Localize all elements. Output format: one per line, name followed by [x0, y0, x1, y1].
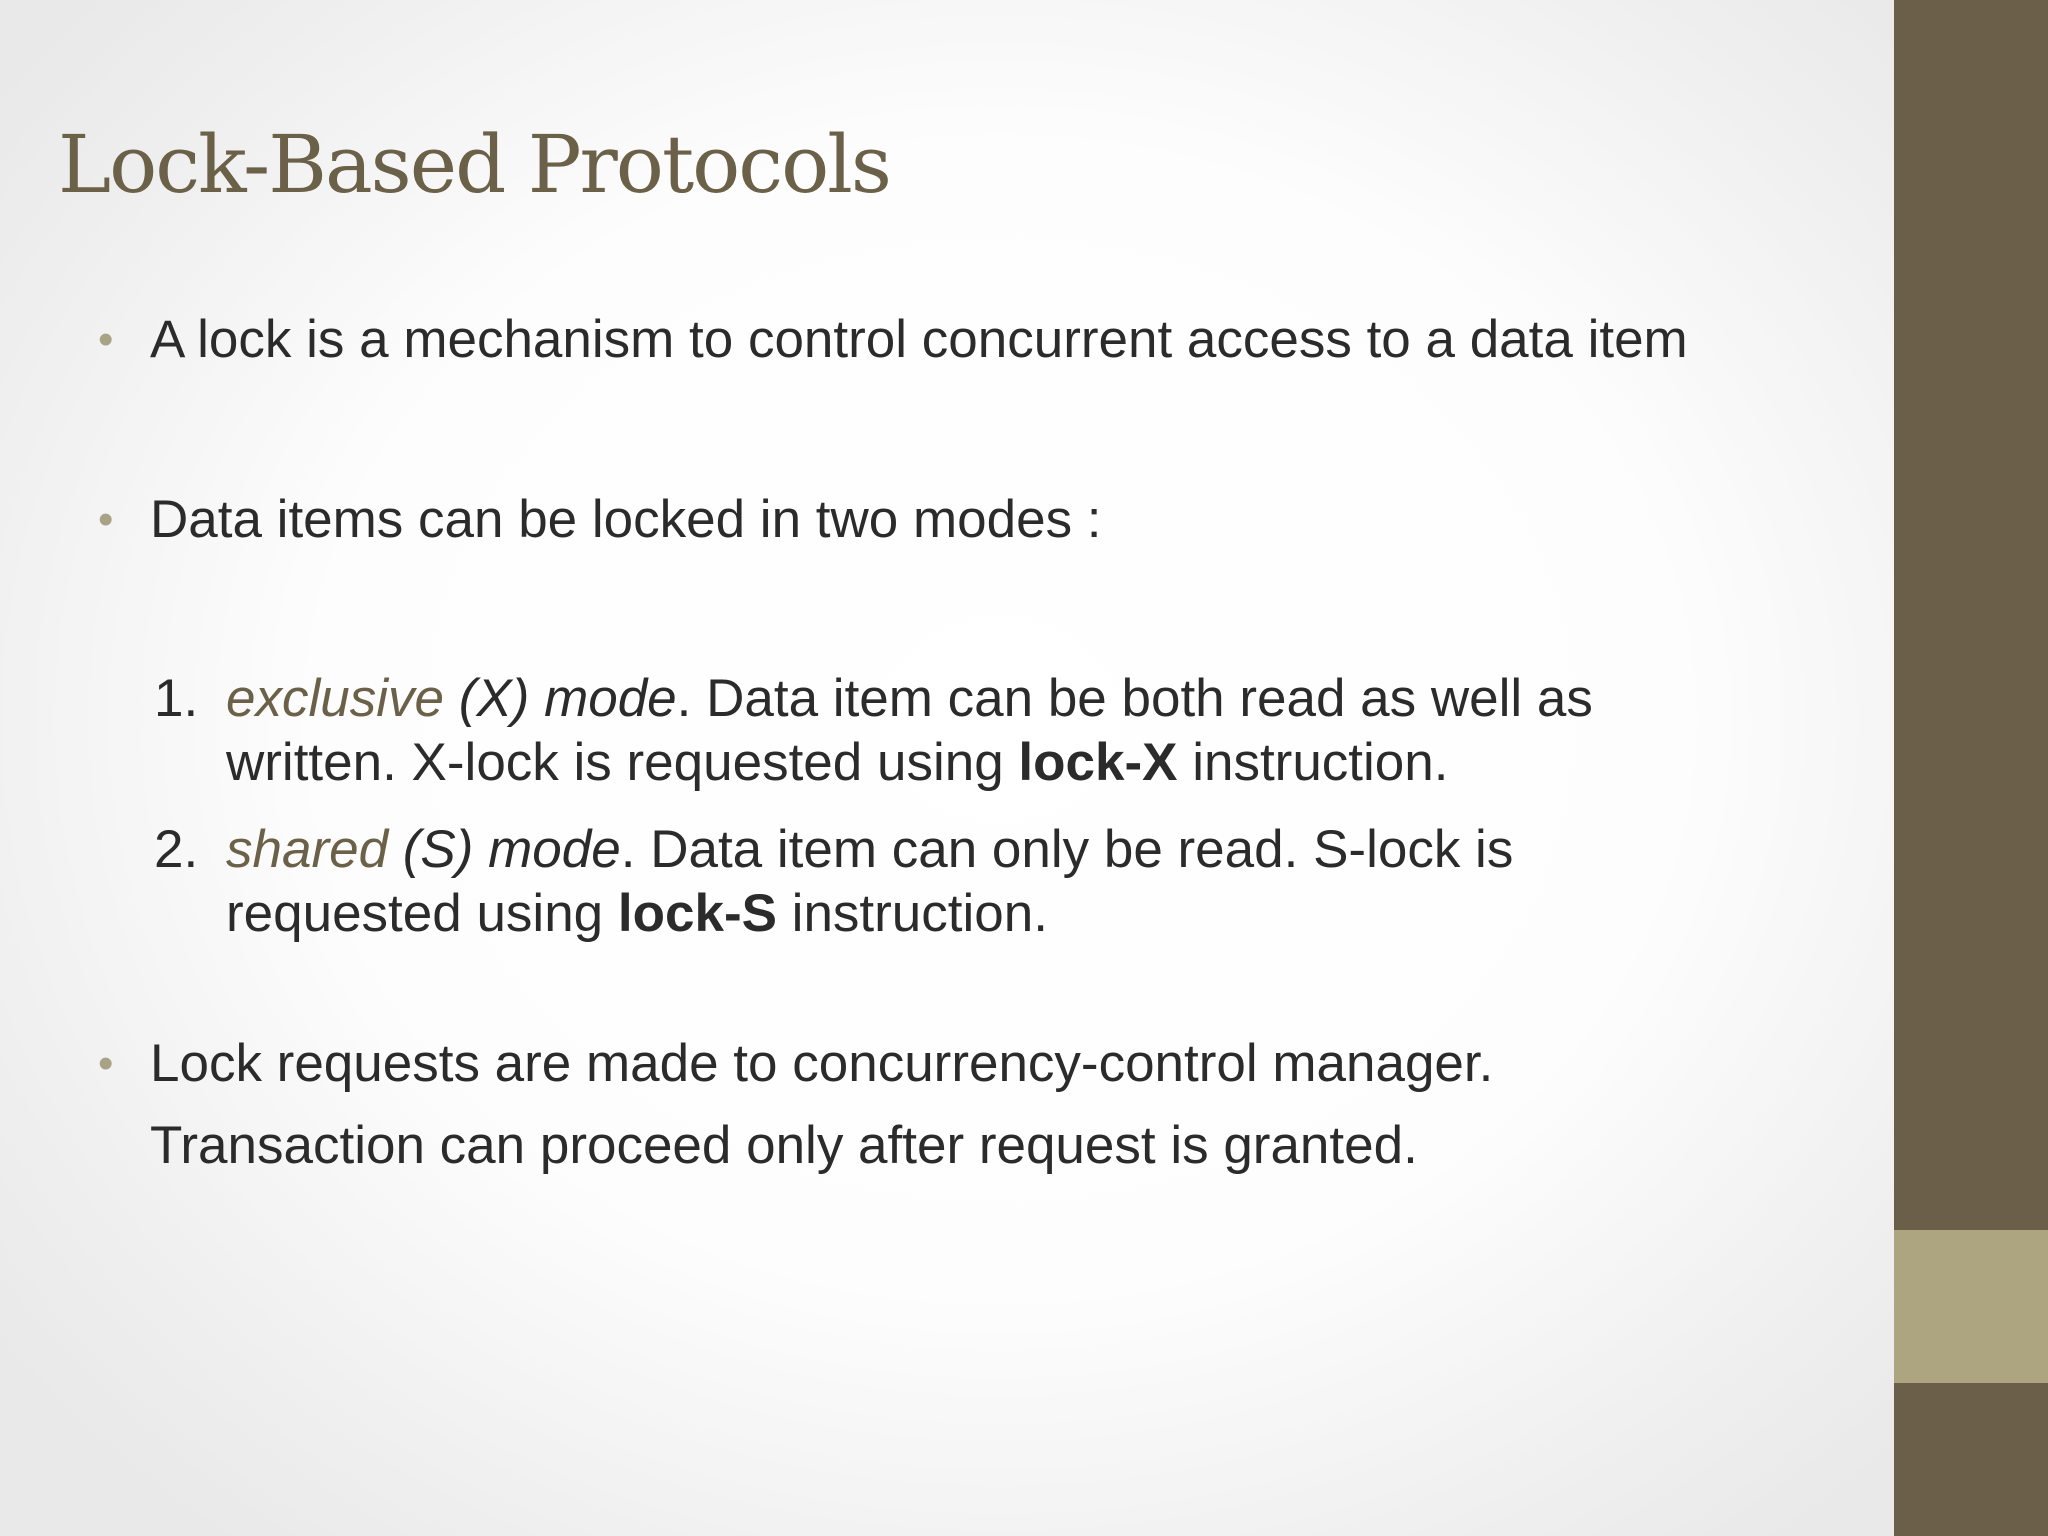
mode-description-cont: written. X-lock is requested using	[226, 733, 1019, 792]
mode-description: . Data item can be both read as well as	[676, 669, 1593, 728]
instruction-name: lock-S	[617, 884, 777, 943]
mode-description: . Data item can only be read. S-lock is	[620, 820, 1514, 879]
mode-item-exclusive-line2	[226, 731, 1449, 795]
bullet-lock-requests	[98, 1032, 1494, 1096]
bullet-text: Data items can be locked in two modes :	[150, 490, 1102, 549]
mode-description-cont: requested using	[226, 884, 618, 943]
bullet-text-cont: Transaction can proceed only after request is granted.	[150, 1116, 1418, 1175]
bullet-lock-modes	[98, 488, 1102, 552]
mode-item-exclusive-line1	[154, 667, 1593, 731]
bullet-marker-icon: •	[98, 495, 114, 544]
slide-title: Lock-Based Protocols	[58, 118, 890, 211]
list-number: 2.	[154, 820, 199, 879]
mode-description-end: instruction.	[776, 884, 1048, 943]
bullet-lock-requests-cont	[150, 1114, 1418, 1178]
mode-term: shared	[226, 820, 389, 879]
instruction-name: lock-X	[1018, 733, 1178, 792]
bullet-marker-icon: •	[98, 1039, 114, 1088]
mode-item-shared-line2	[226, 882, 1048, 946]
mode-label: (S) mode	[388, 820, 621, 879]
sidebar-accent-block	[1894, 1230, 2048, 1383]
bullet-lock-definition	[98, 308, 1688, 372]
mode-description-end: instruction.	[1177, 733, 1449, 792]
bullet-text: A lock is a mechanism to control concurrent access to a data item	[150, 310, 1688, 369]
bullet-text: Lock requests are made to concurrency-control manager.	[150, 1034, 1494, 1093]
mode-item-shared-line1	[154, 818, 1514, 882]
mode-label: (X) mode	[443, 669, 677, 728]
mode-term: exclusive	[226, 669, 444, 728]
list-number: 1.	[154, 669, 199, 728]
bullet-marker-icon: •	[98, 315, 114, 364]
